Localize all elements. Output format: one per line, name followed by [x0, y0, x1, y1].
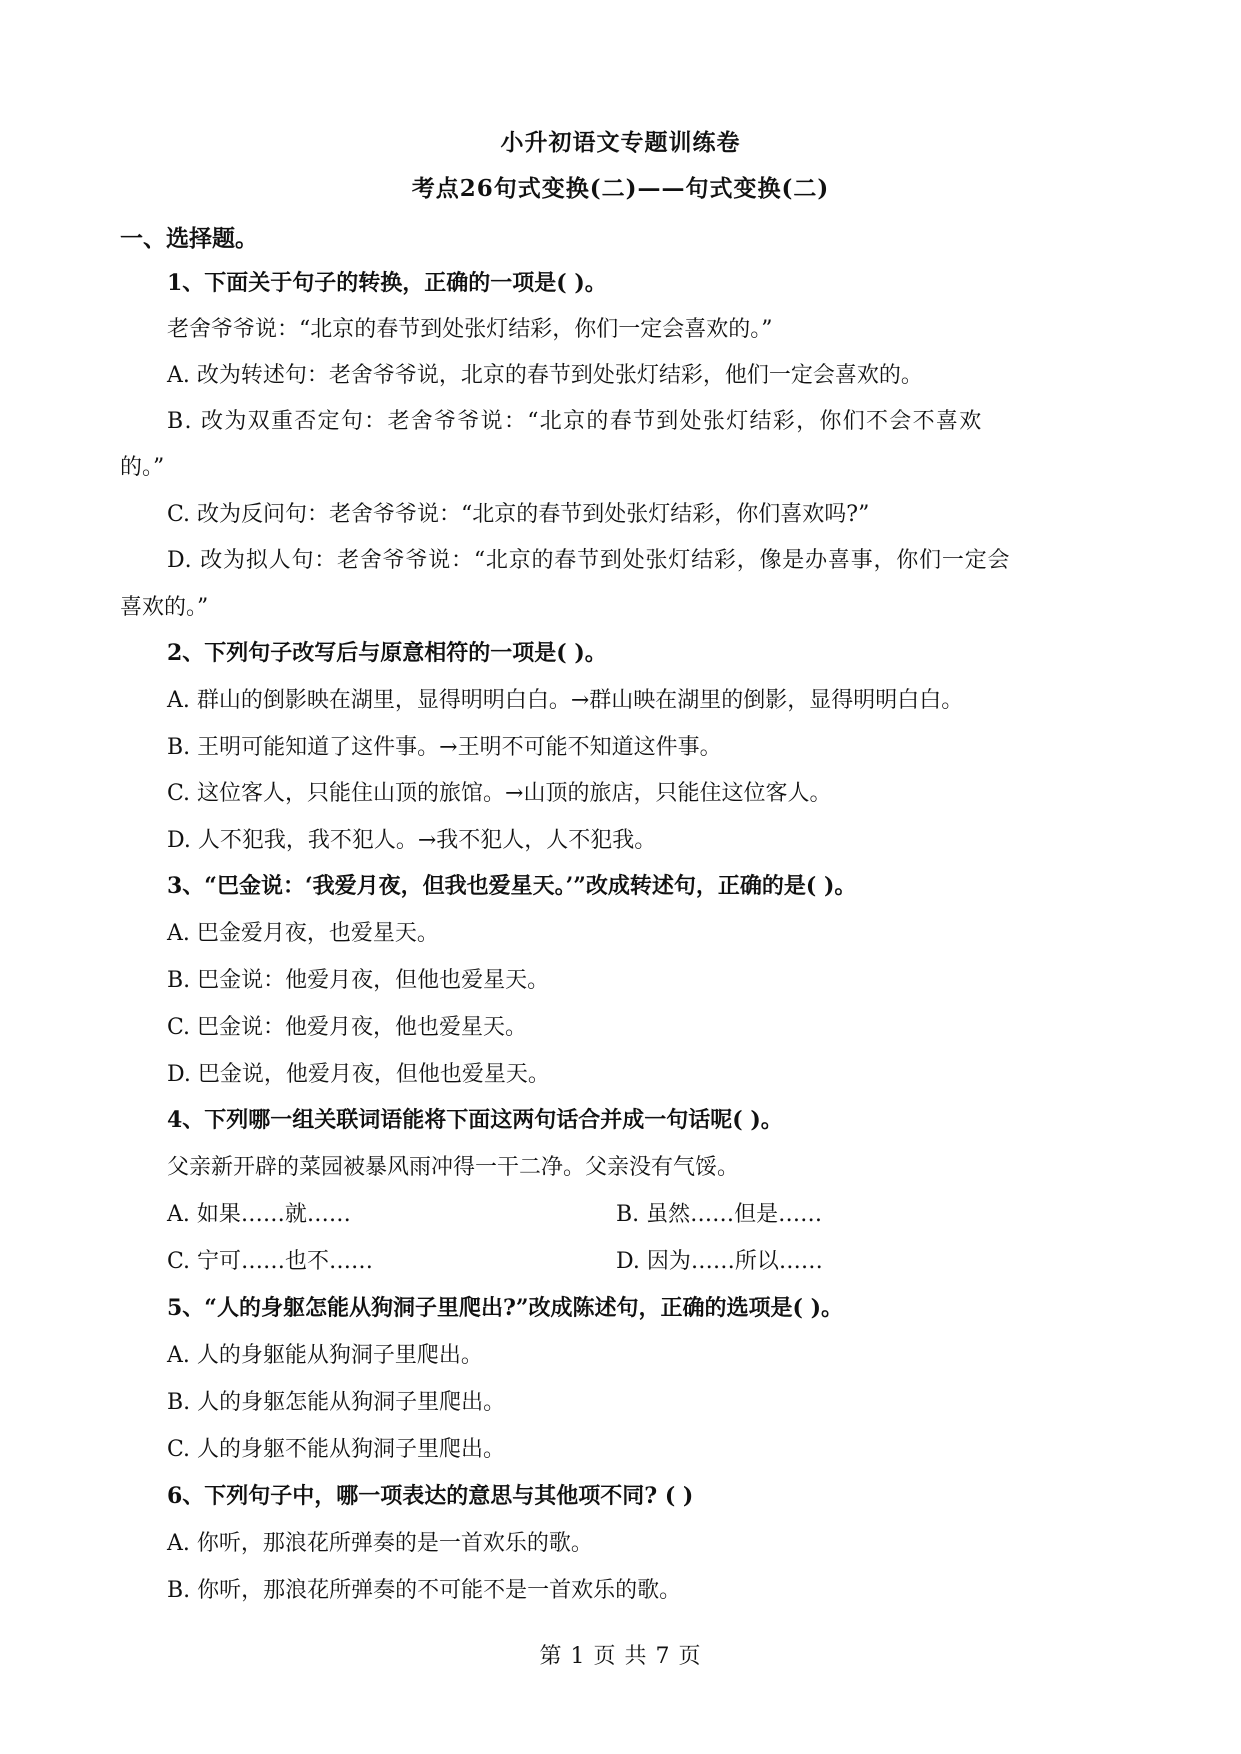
question-5-option-c: C. 人的身躯不能从狗洞子里爬出。	[167, 1437, 506, 1462]
question-3-option-d: D. 巴金说，他爱月夜，但他也爱星天。	[167, 1062, 550, 1087]
question-6-option-a: A. 你听，那浪花所弹奏的是一首欢乐的歌。	[167, 1531, 593, 1556]
question-4-context: 父亲新开辟的菜园被暴风雨冲得一干二净。父亲没有气馁。	[167, 1155, 740, 1180]
question-4-option-c: C. 宁可……也不……	[167, 1249, 374, 1274]
question-5-option-a: A. 人的身躯能从狗洞子里爬出。	[167, 1343, 483, 1368]
question-1-stem: 1、下面关于句子的转换，正确的一项是( )。	[167, 270, 607, 296]
question-4-option-b: B. 虽然……但是……	[616, 1202, 823, 1227]
document-title: 小升初语文专题训练卷	[500, 129, 741, 156]
question-6-stem: 6、下列句子中，哪一项表达的意思与其他项不同? ( )	[167, 1483, 694, 1509]
page-number: 第 1 页 共 7 页	[539, 1644, 702, 1669]
question-2-option-c: C. 这位客人，只能住山顶的旅馆。→山顶的旅店，只能住这位客人。	[167, 781, 832, 806]
question-4-option-d: D. 因为……所以……	[616, 1249, 823, 1274]
question-4-option-a: A. 如果……就……	[167, 1202, 351, 1227]
question-3-option-a: A. 巴金爱月夜，也爱星天。	[167, 921, 439, 946]
question-5-option-b: B. 人的身躯怎能从狗洞子里爬出。	[167, 1390, 506, 1415]
question-6-option-b: B. 你听，那浪花所弹奏的不可能不是一首欢乐的歌。	[167, 1578, 682, 1603]
question-5-stem: 5、“人的身躯怎能从狗洞子里爬出?”改成陈述句，正确的选项是( )。	[167, 1295, 843, 1321]
document-subtitle: 考点26句式变换(二)——句式变换(二)	[411, 175, 830, 202]
question-1-option-d-line1: D. 改为拟人句：老舍爷爷说：“北京的春节到处张灯结彩，像是办喜事，你们一定会	[167, 548, 1011, 573]
question-1-option-c: C. 改为反问句：老舍爷爷说：“北京的春节到处张灯结彩，你们喜欢吗?”	[167, 502, 870, 527]
question-3-option-b: B. 巴金说：他爱月夜，但他也爱星天。	[167, 968, 550, 993]
question-2-option-d: D. 人不犯我，我不犯人。→我不犯人，人不犯我。	[167, 828, 657, 853]
question-1-option-b-line1: B. 改为双重否定句：老舍爷爷说：“北京的春节到处张灯结彩，你们不会不喜欢	[167, 409, 983, 434]
question-2-option-a: A. 群山的倒影映在湖里，显得明明白白。→群山映在湖里的倒影，显得明明白白。	[167, 688, 964, 713]
question-3-stem: 3、“巴金说：‘我爱月夜，但我也爱星天。’”改成转述句，正确的是( )。	[167, 873, 857, 899]
question-1-option-d-line2: 喜欢的。”	[120, 595, 209, 620]
question-3-option-c: C. 巴金说：他爱月夜，他也爱星天。	[167, 1015, 528, 1040]
question-2-stem: 2、下列句子改写后与原意相符的一项是( )。	[167, 640, 607, 666]
question-1-option-b-line2: 的。”	[120, 455, 165, 480]
question-1-option-a: A. 改为转述句：老舍爷爷说，北京的春节到处张灯结彩，他们一定会喜欢的。	[167, 363, 923, 388]
question-4-stem: 4、下列哪一组关联词语能将下面这两句话合并成一句话呢( )。	[167, 1107, 783, 1133]
question-2-option-b: B. 王明可能知道了这件事。→王明不可能不知道这件事。	[167, 735, 722, 760]
question-1-context: 老舍爷爷说：“北京的春节到处张灯结彩，你们一定会喜欢的。”	[167, 317, 773, 342]
section-heading: 一、选择题。	[120, 225, 258, 252]
